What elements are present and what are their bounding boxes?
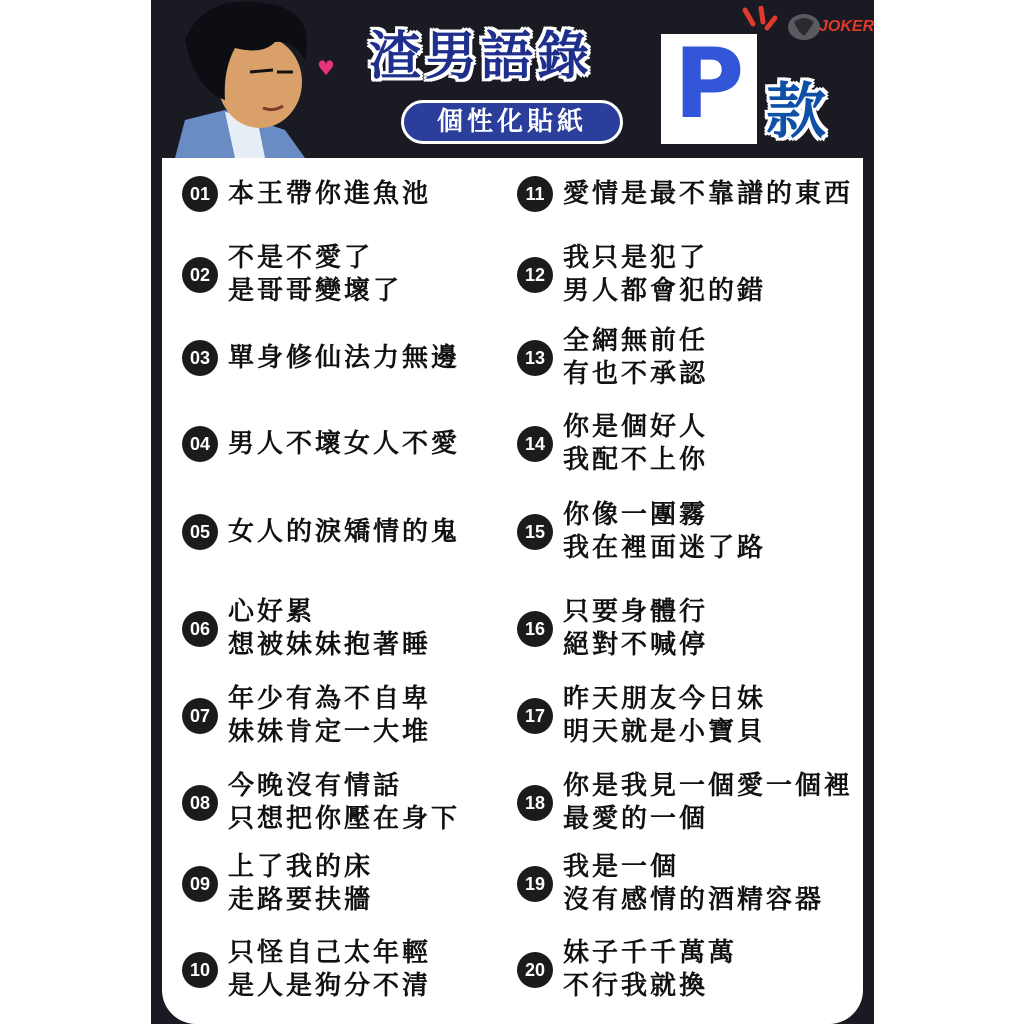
quote-line-1: 你像一團霧 [563, 500, 709, 530]
quote-item [517, 411, 708, 477]
style-letter-box [661, 28, 757, 142]
quote-text [563, 937, 737, 1003]
character-portrait [165, 0, 315, 158]
quote-item [182, 325, 460, 391]
quote-number-badge: 14 [517, 426, 553, 462]
quote-number-badge: 18 [517, 785, 553, 821]
quote-number-badge: 06 [182, 611, 218, 647]
quote-text [563, 242, 766, 308]
quote-line-1: 我只是犯了 [563, 243, 709, 273]
quote-number-badge: 13 [517, 340, 553, 376]
quote-number-badge: 05 [182, 514, 218, 550]
quote-line-2: 有也不承認 [563, 359, 709, 389]
quote-text [563, 411, 708, 477]
quote-text [563, 770, 853, 836]
quote-line-1: 只要身體行 [563, 597, 709, 627]
quote-item [517, 325, 708, 391]
quote-text [563, 499, 766, 565]
quote-item [517, 596, 708, 662]
poster-subtitle: 個性化貼紙 [401, 100, 623, 144]
quote-item [517, 161, 853, 227]
poster-title: 渣男語錄 [369, 27, 594, 87]
quote-text [228, 516, 460, 549]
quote-line-1: 昨天朋友今日妹 [563, 684, 767, 714]
quote-item [182, 683, 431, 749]
quote-text [563, 325, 708, 391]
quote-item [182, 851, 373, 917]
quote-number-badge: 07 [182, 698, 218, 734]
quote-number-badge: 17 [517, 698, 553, 734]
poster-header [151, 0, 874, 158]
quote-text [563, 683, 766, 749]
quote-text [228, 851, 373, 917]
quote-line-2: 明天就是小寶貝 [563, 717, 767, 747]
quote-item [182, 937, 431, 1003]
quote-line-1: 不是不愛了 [228, 243, 374, 273]
quote-line-2: 想被妹妹抱著睡 [228, 630, 432, 660]
style-suffix: 款 [766, 77, 826, 147]
style-letter: P [673, 28, 745, 140]
quote-item [182, 596, 431, 662]
quote-text [228, 428, 460, 461]
quote-number-badge: 01 [182, 176, 218, 212]
quote-item [517, 499, 766, 565]
quote-line-1: 愛情是最不靠譜的東西 [563, 178, 854, 209]
quote-number-badge: 15 [517, 514, 553, 550]
quote-line-1: 本王帶你進魚池 [228, 178, 432, 209]
quote-line-2: 最愛的一個 [563, 804, 709, 834]
sticker-poster [151, 0, 874, 1024]
quote-line-1: 只怪自己太年輕 [228, 938, 432, 968]
quote-text [228, 596, 431, 662]
quote-line-2: 我在裡面迷了路 [563, 533, 767, 563]
quote-line-2: 不行我就換 [563, 971, 709, 1001]
quote-line-1: 女人的淚矯情的鬼 [228, 516, 461, 547]
quote-line-1: 年少有為不自卑 [228, 684, 432, 714]
quote-line-1: 你是個好人 [563, 412, 709, 442]
quote-item [182, 161, 431, 227]
quote-number-badge: 02 [182, 257, 218, 293]
quote-line-2: 走路要扶牆 [228, 885, 374, 915]
quote-text [228, 770, 460, 836]
quote-line-2: 是哥哥變壞了 [228, 276, 403, 306]
quote-number-badge: 12 [517, 257, 553, 293]
quote-line-1: 全網無前任 [563, 326, 709, 356]
quote-line-1: 今晚沒有情話 [228, 771, 403, 801]
quote-number-badge: 08 [182, 785, 218, 821]
quote-line-2: 絕對不喊停 [563, 630, 709, 660]
quote-line-2: 妹妹肯定一大堆 [228, 717, 432, 747]
quote-item [517, 770, 853, 836]
quote-item [182, 242, 402, 308]
quote-item [517, 937, 737, 1003]
quote-line-1: 單身修仙法力無邊 [228, 342, 461, 373]
quote-item [182, 411, 460, 477]
quote-number-badge: 16 [517, 611, 553, 647]
quote-line-1: 你是我見一個愛一個裡 [563, 771, 854, 801]
quote-line-1: 上了我的床 [228, 852, 374, 882]
quote-text [228, 342, 460, 375]
quote-text [563, 178, 853, 211]
quote-text [563, 851, 824, 917]
heart-icon: ♥ [317, 56, 335, 80]
quote-item [517, 242, 766, 308]
quote-item [517, 683, 766, 749]
quote-number-badge: 20 [517, 952, 553, 988]
quote-line-2: 我配不上你 [563, 445, 709, 475]
quote-number-badge: 03 [182, 340, 218, 376]
style-underline [661, 140, 757, 144]
quote-text [228, 937, 431, 1003]
quote-line-2: 男人都會犯的錯 [563, 276, 767, 306]
quote-number-badge: 10 [182, 952, 218, 988]
quote-line-1: 男人不壞女人不愛 [228, 428, 461, 459]
joker-logo-text: JOKER [819, 18, 875, 35]
quote-line-2: 沒有感情的酒精容器 [563, 885, 825, 915]
quote-number-badge: 11 [517, 176, 553, 212]
quote-number-badge: 19 [517, 866, 553, 902]
quote-item [182, 770, 460, 836]
quote-text [228, 178, 431, 211]
quote-number-badge: 09 [182, 866, 218, 902]
quote-number-badge: 04 [182, 426, 218, 462]
quote-line-1: 妹子千千萬萬 [563, 938, 738, 968]
quote-item [517, 851, 824, 917]
quote-text [228, 683, 431, 749]
quote-text [563, 596, 708, 662]
quote-text [228, 242, 402, 308]
quote-item [182, 499, 460, 565]
quote-line-2: 只想把你壓在身下 [228, 804, 461, 834]
quotes-panel [162, 158, 863, 1024]
quote-line-2: 是人是狗分不清 [228, 971, 432, 1001]
quote-line-1: 我是一個 [563, 852, 680, 882]
quote-line-1: 心好累 [228, 597, 316, 627]
